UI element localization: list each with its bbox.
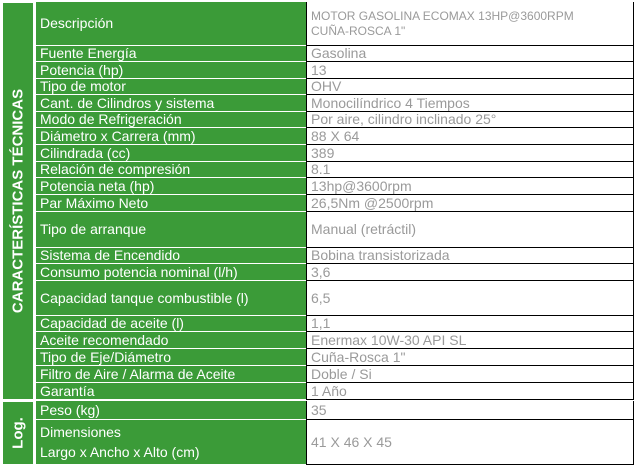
table-row xyxy=(36,212,634,248)
row-label-line: Dimensiones xyxy=(40,424,121,440)
table-row xyxy=(36,264,634,281)
row-label: Filtro de Aire / Alarma de Aceite xyxy=(36,366,306,383)
row-label: Potencia neta (hp) xyxy=(36,178,306,195)
row-label xyxy=(36,420,306,465)
row-value-line: CUÑA-ROSCA 1" xyxy=(311,23,406,38)
table-row xyxy=(36,349,634,366)
row-value: 1 Año xyxy=(306,383,634,400)
row-label: Aceite recomendado xyxy=(36,332,306,349)
row-value-line: MOTOR GASOLINA ECOMAX 13HP@3600RPM xyxy=(311,8,574,23)
row-label: Tipo de Eje/Diámetro xyxy=(36,349,306,366)
row-value: 35 xyxy=(306,401,634,420)
row-label: Potencia (hp) xyxy=(36,62,306,79)
table-row xyxy=(36,248,634,264)
row-value: Cuña-Rosca 1" xyxy=(306,349,634,366)
table-row xyxy=(36,332,634,349)
table-row xyxy=(36,281,634,316)
side-label-logistics xyxy=(2,401,34,465)
row-label: Peso (kg) xyxy=(36,401,306,420)
table-row xyxy=(36,383,634,400)
table-row xyxy=(36,401,634,420)
row-value: Manual (retráctil) xyxy=(306,212,634,248)
row-value: 389 xyxy=(306,145,634,162)
row-label: Cant. de Cilindros y sistema xyxy=(36,95,306,112)
row-label: Tipo de arranque xyxy=(36,212,306,248)
side-label-logistics-text: Log. xyxy=(9,417,27,449)
table-row xyxy=(36,2,634,46)
row-value: 1,1 xyxy=(306,316,634,332)
table-row xyxy=(36,195,634,212)
row-value: Por aire, cilindro inclinado 25° xyxy=(306,112,634,128)
table-row xyxy=(36,62,634,79)
row-value: 8.1 xyxy=(306,162,634,178)
row-label: Garantía xyxy=(36,383,306,400)
table-row xyxy=(36,95,634,112)
table-row xyxy=(36,145,634,162)
table-row xyxy=(36,366,634,383)
table-row xyxy=(36,316,634,332)
row-label: Cilindrada (cc) xyxy=(36,145,306,162)
table-row xyxy=(36,128,634,145)
row-label: Modo de Refrigeración xyxy=(36,112,306,128)
row-value: 6,5 xyxy=(306,281,634,316)
table-row xyxy=(36,162,634,178)
row-value: Doble / Si xyxy=(306,366,634,383)
table-row xyxy=(36,178,634,195)
row-label: Par Máximo Neto xyxy=(36,195,306,212)
row-label: Capacidad tanque combustible (l) xyxy=(36,281,306,316)
row-label: Descripción xyxy=(36,2,306,46)
row-label-line: Largo x Ancho x Alto (cm) xyxy=(40,444,200,460)
side-label-technical xyxy=(2,2,34,400)
row-label: Relación de compresión xyxy=(36,162,306,178)
table-row xyxy=(36,79,634,95)
row-label: Consumo potencia nominal (l/h) xyxy=(36,264,306,281)
table-row xyxy=(36,112,634,128)
row-value: 3,6 xyxy=(306,264,634,281)
table-row xyxy=(36,46,634,62)
row-value: 41 X 46 X 45 xyxy=(306,420,634,465)
row-value: 88 X 64 xyxy=(306,128,634,145)
row-value: Monocilíndrico 4 Tiempos xyxy=(306,95,634,112)
row-value: 26,5Nm @2500rpm xyxy=(306,195,634,212)
row-value: 13hp@3600rpm xyxy=(306,178,634,195)
table-row xyxy=(36,420,634,465)
row-label: Capacidad de aceite (l) xyxy=(36,316,306,332)
row-label: Sistema de Encendido xyxy=(36,248,306,264)
row-label: Tipo de motor xyxy=(36,79,306,95)
row-value: OHV xyxy=(306,79,634,95)
side-label-technical-text: CARACTERÍSTICAS TÉCNICAS xyxy=(9,88,27,314)
row-value: 13 xyxy=(306,62,634,79)
row-label: Fuente Energía xyxy=(36,46,306,62)
row-label: Diámetro x Carrera (mm) xyxy=(36,128,306,145)
row-value: Bobina transistorizada xyxy=(306,248,634,264)
row-value: Gasolina xyxy=(306,46,634,62)
row-value xyxy=(306,2,634,46)
row-value: Enermax 10W-30 API SL xyxy=(306,332,634,349)
